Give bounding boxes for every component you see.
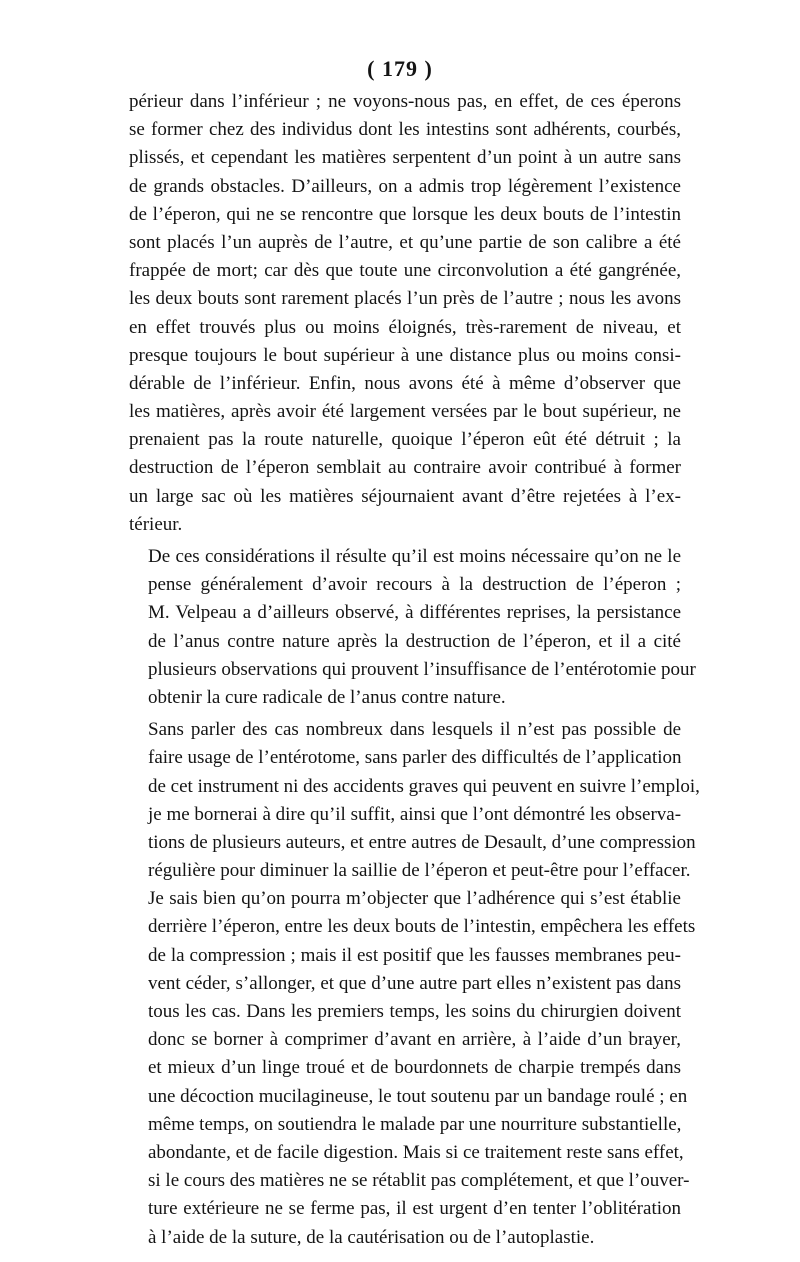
text-line: tions de plusieurs auteurs, et entre autres de Desault, d’une compression: [148, 831, 696, 853]
page-number: ( 179 ): [367, 56, 433, 81]
text-line: sont placés l’un auprès de l’autre, et qu’une partie de son calibre a été: [129, 231, 681, 253]
paragraph: [129, 716, 700, 1252]
text-line: vent céder, s’allonger, et que d’une autre part elles n’existent pas dans: [148, 972, 681, 994]
text-line: tous les cas. Dans les premiers temps, les soins du chirurgien doivent: [148, 1001, 681, 1022]
text-line: M. Velpeau a d’ailleurs observé, à différentes reprises, la persistance: [148, 602, 681, 624]
text-line: périeur dans l’inférieur ; ne voyons-nous pas, en effet, de ces éperons: [129, 91, 681, 112]
text-line: derrière l’éperon, entre les deux bouts de l’intestin, empêchera les effets: [148, 916, 696, 938]
text-line: plusieurs observations qui prouvent l’insuffisance de l’entérotomie pour: [148, 658, 696, 680]
text-line: de la compression ; mais il est positif que les fausses membranes peu-: [148, 944, 681, 966]
text-line: de l’anus contre nature après la destruction de l’éperon, et il a cité: [148, 630, 681, 652]
text-line: pense généralement d’avoir recours à la destruction de l’éperon ;: [148, 574, 681, 596]
text-line: les deux bouts sont rarement placés l’un près de l’autre ; nous les avons: [129, 288, 681, 310]
body-text: [129, 88, 700, 1252]
text-line: De ces considérations il résulte qu’il est moins nécessaire qu’on ne le: [148, 546, 681, 567]
text-line: de grands obstacles. D’ailleurs, on a admis trop légèrement l’existence: [129, 175, 681, 197]
text-line: une décoction mucilagineuse, le tout soutenu par un bandage roulé ; en: [148, 1085, 688, 1107]
text-line: Sans parler des cas nombreux dans lesquels il n’est pas possible de: [148, 719, 681, 741]
text-line: Je sais bien qu’on pourra m’objecter que l’adhérence qui s’est établie: [148, 888, 681, 910]
text-line: si le cours des matières ne se rétablit pas complétement, et que l’ouver-: [148, 1170, 690, 1192]
text-line: régulière pour diminuer la saillie de l’éperon et peut-être pour l’effacer.: [148, 860, 691, 882]
text-line: de l’éperon, qui ne se rencontre que lorsque les deux bouts de l’intestin: [129, 203, 681, 225]
text-line: en effet trouvés plus ou moins éloignés, très-rarement de niveau, et: [129, 316, 681, 338]
text-line: et mieux d’un linge troué et de bourdonnets de charpie trempés dans: [148, 1057, 681, 1079]
text-line: je me bornerai à dire qu’il suffit, ainsi que l’ont démontré les observa-: [148, 803, 682, 825]
text-line: destruction de l’éperon semblait au contraire avoir contribué à former: [129, 457, 681, 479]
paragraph: [129, 88, 681, 539]
text-line: à l’aide de la suture, de la cautérisation ou de l’autoplastie.: [148, 1226, 595, 1248]
text-line: un large sac où les matières séjournaient avant d’être rejetées à l’ex-: [129, 485, 681, 507]
text-line: de cet instrument ni des accidents graves qui peuvent en suivre l’emploi,: [148, 775, 700, 797]
text-line: prenaient pas la route naturelle, quoique l’éperon eût été détruit ; la: [129, 429, 681, 451]
text-line: ture extérieure ne se ferme pas, il est urgent d’en tenter l’oblitération: [148, 1198, 681, 1220]
paragraph: [129, 543, 696, 712]
text-line: même temps, on soutiendra le malade par une nourriture substantielle,: [148, 1113, 682, 1135]
text-line: faire usage de l’entérotome, sans parler des difficultés de l’application: [148, 747, 682, 769]
text-line: obtenir la cure radicale de l’anus contre nature.: [148, 686, 506, 708]
text-line: plissés, et cependant les matières serpentent d’un point à un autre sans: [129, 147, 681, 169]
text-line: presque toujours le bout supérieur à une distance plus ou moins consi-: [129, 344, 681, 366]
text-line: abondante, et de facile digestion. Mais si ce traitement reste sans effet,: [148, 1141, 684, 1163]
text-line: térieur.: [129, 513, 183, 535]
text-line: se former chez des individus dont les intestins sont adhérents, courbés,: [129, 119, 681, 141]
text-line: dérable de l’inférieur. Enfin, nous avons été à même d’observer que: [129, 372, 681, 394]
text-line: frappée de mort; car dès que toute une circonvolution a été gangrénée,: [129, 260, 681, 282]
text-line: donc se borner à comprimer d’avant en arrière, à l’aide d’un brayer,: [148, 1029, 681, 1051]
text-line: les matières, après avoir été largement versées par le bout supérieur, ne: [129, 401, 681, 423]
